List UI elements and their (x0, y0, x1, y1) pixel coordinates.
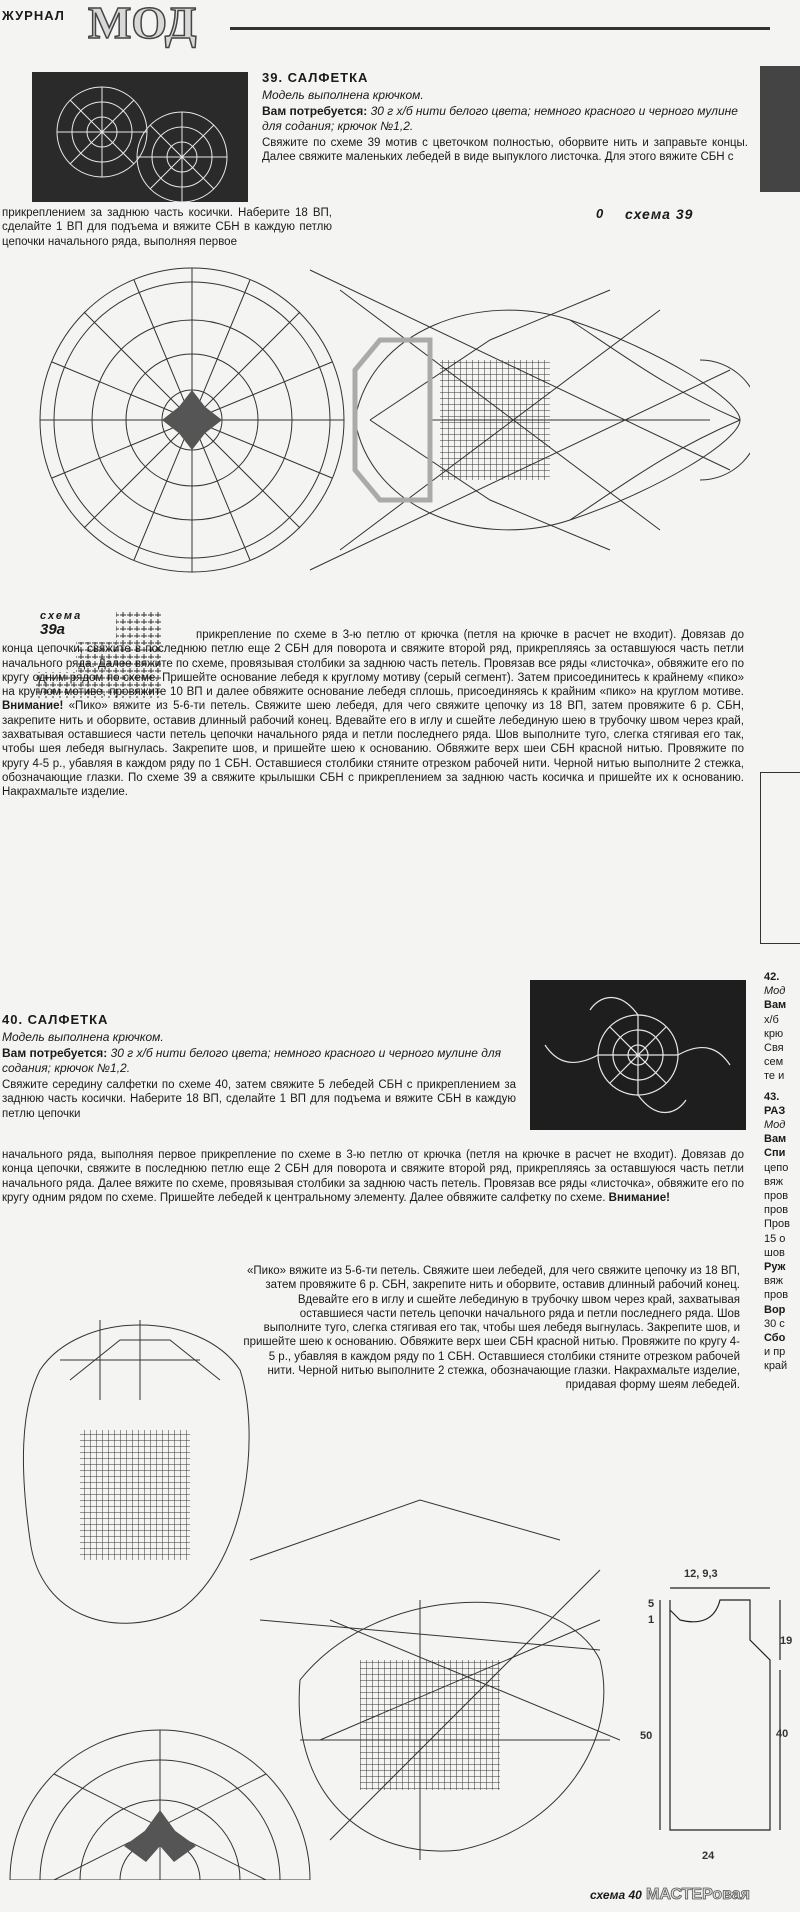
pattern-dim-small-2: 1 (648, 1614, 655, 1626)
section-39-text-3: «Пико» вяжите из 5-6-ти петель. Свяжите шею лебедя, для чего свяжите цепочку из 18 ВП, затем провяжите 6 р. СБН, закрепите нить и оборвите, оставив длинный рабочий конец. Вдевайте его в иглу и сшейте лебединую шею в трубочку швом через край, захватывая оставшиеся части петель цепочки начального ряда и петли последнего ряда. Шов выполните туго, слегка стягивая его так, чтобы шея лебедя выгнулась. Закрепите шов, и пришейте шею к основанию. Обвяжите верх шеи СБН красной нитью. Провяжите по кругу 4-5 р., убавляя в каждом ряду по 1 СБН. Оставшиеся столбики стяните отрезком рабочей нити. Черной нитью выполните 2 стежка, обозначающие глазки. По схеме 39 а свяжите крылышки СБН с прикреплением за заднюю часть косичка и пришейте их к основанию. Накрахмальте изделие. (2, 700, 744, 799)
section-40-text-2: «Пико» вяжите из 5-6-ти петель. Свяжите шеи лебедей, для чего свяжите цепочку из 18 ВП, затем провяжите 6 р. СБН, закрепите нить и оборвите, оставив длинный рабочий конец. Вдевайте его в иглу и сшейте лебединую в трубочку швом через край, захватывая оставшиеся части петель цепочки начального ряда и петли последнего ряда. Шов выполните туго, слегка стягивая его так, чтобы шея лебедя выгнулась. Закрепите шов, и пришейте шею к основанию. Обвяжите верх шеи СБН красной нитью. Провяжите по кругу 4-5 р., убавляя в каждом ряду по 1 СБН. Оставшиеся столбики стяните отрезком рабочей нити. Черной нитью выполните 2 стежка, обозначающие глазки. Накрахмальте изделие, придавая форму шеям лебедей. (243, 1265, 740, 1392)
section-39-title: 39. САЛФЕТКА (262, 70, 369, 85)
journal-prefix: ЖУРНАЛ (2, 8, 65, 23)
right-column-fragment: Свя (764, 1042, 784, 1055)
header (0, 0, 800, 48)
right-column-fragment: те и (764, 1070, 785, 1083)
right-column-fragment: край (764, 1360, 788, 1373)
pattern-dim-small-1: 5 (648, 1598, 655, 1610)
right-column-text (764, 970, 800, 1374)
right-column-fragment: Сбо (764, 1332, 786, 1345)
right-column-boxes (760, 772, 800, 944)
pattern-dim-side-bottom: 40 (776, 1728, 789, 1740)
section-40-text-1 (2, 1148, 744, 1205)
right-column-fragment: вяж (764, 1275, 784, 1288)
schema-39-label: схема 39 (625, 206, 694, 222)
watermark: МАСТЕРовая (646, 1886, 750, 1903)
right-column-fragment: вяж (764, 1175, 784, 1188)
right-column-fragment: РАЗ (764, 1104, 786, 1117)
footer-schema-label: схема 40 (590, 1888, 642, 1902)
right-column-fragment: шов (764, 1246, 785, 1259)
right-column-photo (760, 66, 800, 192)
right-column-fragment: цепо (764, 1161, 789, 1174)
pattern-dim-top: 12, 9,3 (684, 1568, 718, 1580)
requirements-text: 30 г х/б нити белого цвета; немного красного и черного мулине для содания; крючок №1,2. (262, 104, 738, 133)
right-column-fragment: 43. (764, 1090, 780, 1103)
section-40-intro: Свяжите середину салфетки по схеме 40, затем свяжите 5 лебедей СБН с прикреплением за заднюю часть косички. Наберите 18 ВП, сделайте 1 ВП для подъема и вяжите СБН в каждую петлю цепочки (2, 1079, 516, 1120)
doily-photo-39 (32, 72, 248, 202)
schema-39a-word: схема (40, 610, 83, 622)
right-column-fragment: Вам (764, 999, 787, 1012)
right-column-fragment: х/б (764, 1013, 779, 1026)
garment-pattern (640, 1570, 800, 1840)
pattern-dim-left: 50 (640, 1730, 653, 1742)
schema-39a-number: 39а (40, 621, 66, 638)
right-column-fragment: Вор (764, 1303, 786, 1316)
right-column-fragment: Руж (764, 1261, 786, 1274)
section-39-text-2-main: прикрепление по схеме в 3-ю петлю от крючка (петля на крючке в расчет не входит). Довязав до конца цепочки, свяжите в последнюю петлю еще 2 СБН для поворота и свяжите второй ряд, прикрепляясь за оставшуюся часть петли начального ряда. Далее вяжите по схеме, провязывая столбики за заднюю часть петель. Провязав все ряды «листочка», обвяжите его по кругу одним рядом по схеме. Пришейте основание лебедя к круглому мотиву (серый сегмент). Затем присоединитесь к крайнему «пико» на круглом мотиве, провяжите 10 ВП и далее обвяжите основание лебедя сплошь, присоединяясь к крайним «пико» на круглом мотиве. (2, 629, 744, 699)
section-40-requirements (2, 1046, 516, 1076)
section-39-text-1: прикреплением за заднюю часть косички. Наберите 18 ВП, сделайте 1 ВП для подъема и вяжите СБН в каждую петлю цепочки начального ряда, выполняя первое (2, 207, 332, 248)
right-column-fragment: Пров (764, 1218, 790, 1231)
section-39-attention: Внимание! (2, 700, 64, 713)
section-40-attention: Внимание! (608, 1191, 670, 1204)
right-column-fragment: 15 о (764, 1232, 786, 1245)
right-column-fragment: крю (764, 1027, 784, 1040)
section-40-title: 40. САЛФЕТКА (2, 1012, 109, 1027)
requirements-label: Вам потребуется: (262, 104, 368, 118)
right-column-fragment: Вам (764, 1133, 787, 1146)
right-column-fragment: 30 с (764, 1317, 785, 1330)
section-39-intro: Свяжите по схеме 39 мотив с цветочком полностью, оборвите нить и заправьте концы. Далее свяжите маленьких лебедей в виде выпуклого листочка. Для этого вяжите СБН с (262, 137, 748, 164)
schema-40-diagram (0, 1320, 620, 1880)
requirements-label-40: Вам потребуется: (2, 1046, 108, 1060)
right-column-fragment: пров (764, 1190, 789, 1203)
right-column-fragment: пров (764, 1289, 789, 1302)
pattern-dim-bottom: 24 (702, 1850, 715, 1862)
right-column-fragment: пров (764, 1204, 789, 1217)
section-40-model: Модель выполнена крючком. (2, 1030, 164, 1044)
right-column-fragment: Мод (764, 1119, 786, 1132)
doily-photo-40 (530, 980, 746, 1130)
right-column-fragment: Мод (764, 985, 786, 998)
requirements-text-40: 30 г х/б нити белого цвета; немного красного и черного мулине для содания; крючок №1,2. (2, 1046, 502, 1075)
section-39-text-2 (2, 628, 744, 800)
right-column-fragment: Спи (764, 1147, 786, 1160)
section-39-model: Модель выполнена крючком. (262, 88, 424, 102)
section-40-text-1-main: начального ряда, выполняя первое прикрепление по схеме в 3-ю петлю от крючка (петля на крючке в расчет не входит). Довязав до конца цепочки, свяжите в последнюю петлю еще 2 СБН для поворота и свяжите второй ряд, прикрепляясь за оставшуюся часть петли начального ряда. Далее вяжите по схеме, провязывая столбики за заднюю часть петель. Провязав все ряды «листочка», обвяжите его по кругу одним рядом по схеме. Пришейте лебедей к центральному элементу. Далее обвяжите салфетку по схеме. (2, 1149, 744, 1204)
schema-39-zero: 0 (596, 206, 604, 221)
right-column-fragment: и пр (764, 1346, 786, 1359)
journal-brand: МОД (88, 0, 197, 48)
right-column-fragment: 42. (764, 971, 780, 983)
right-column-fragment: сем (764, 1056, 784, 1069)
section-39-requirements (262, 104, 748, 134)
header-rule (230, 27, 770, 30)
schema-39-diagram (10, 230, 750, 620)
pattern-dim-side-top: 19 (780, 1635, 793, 1647)
